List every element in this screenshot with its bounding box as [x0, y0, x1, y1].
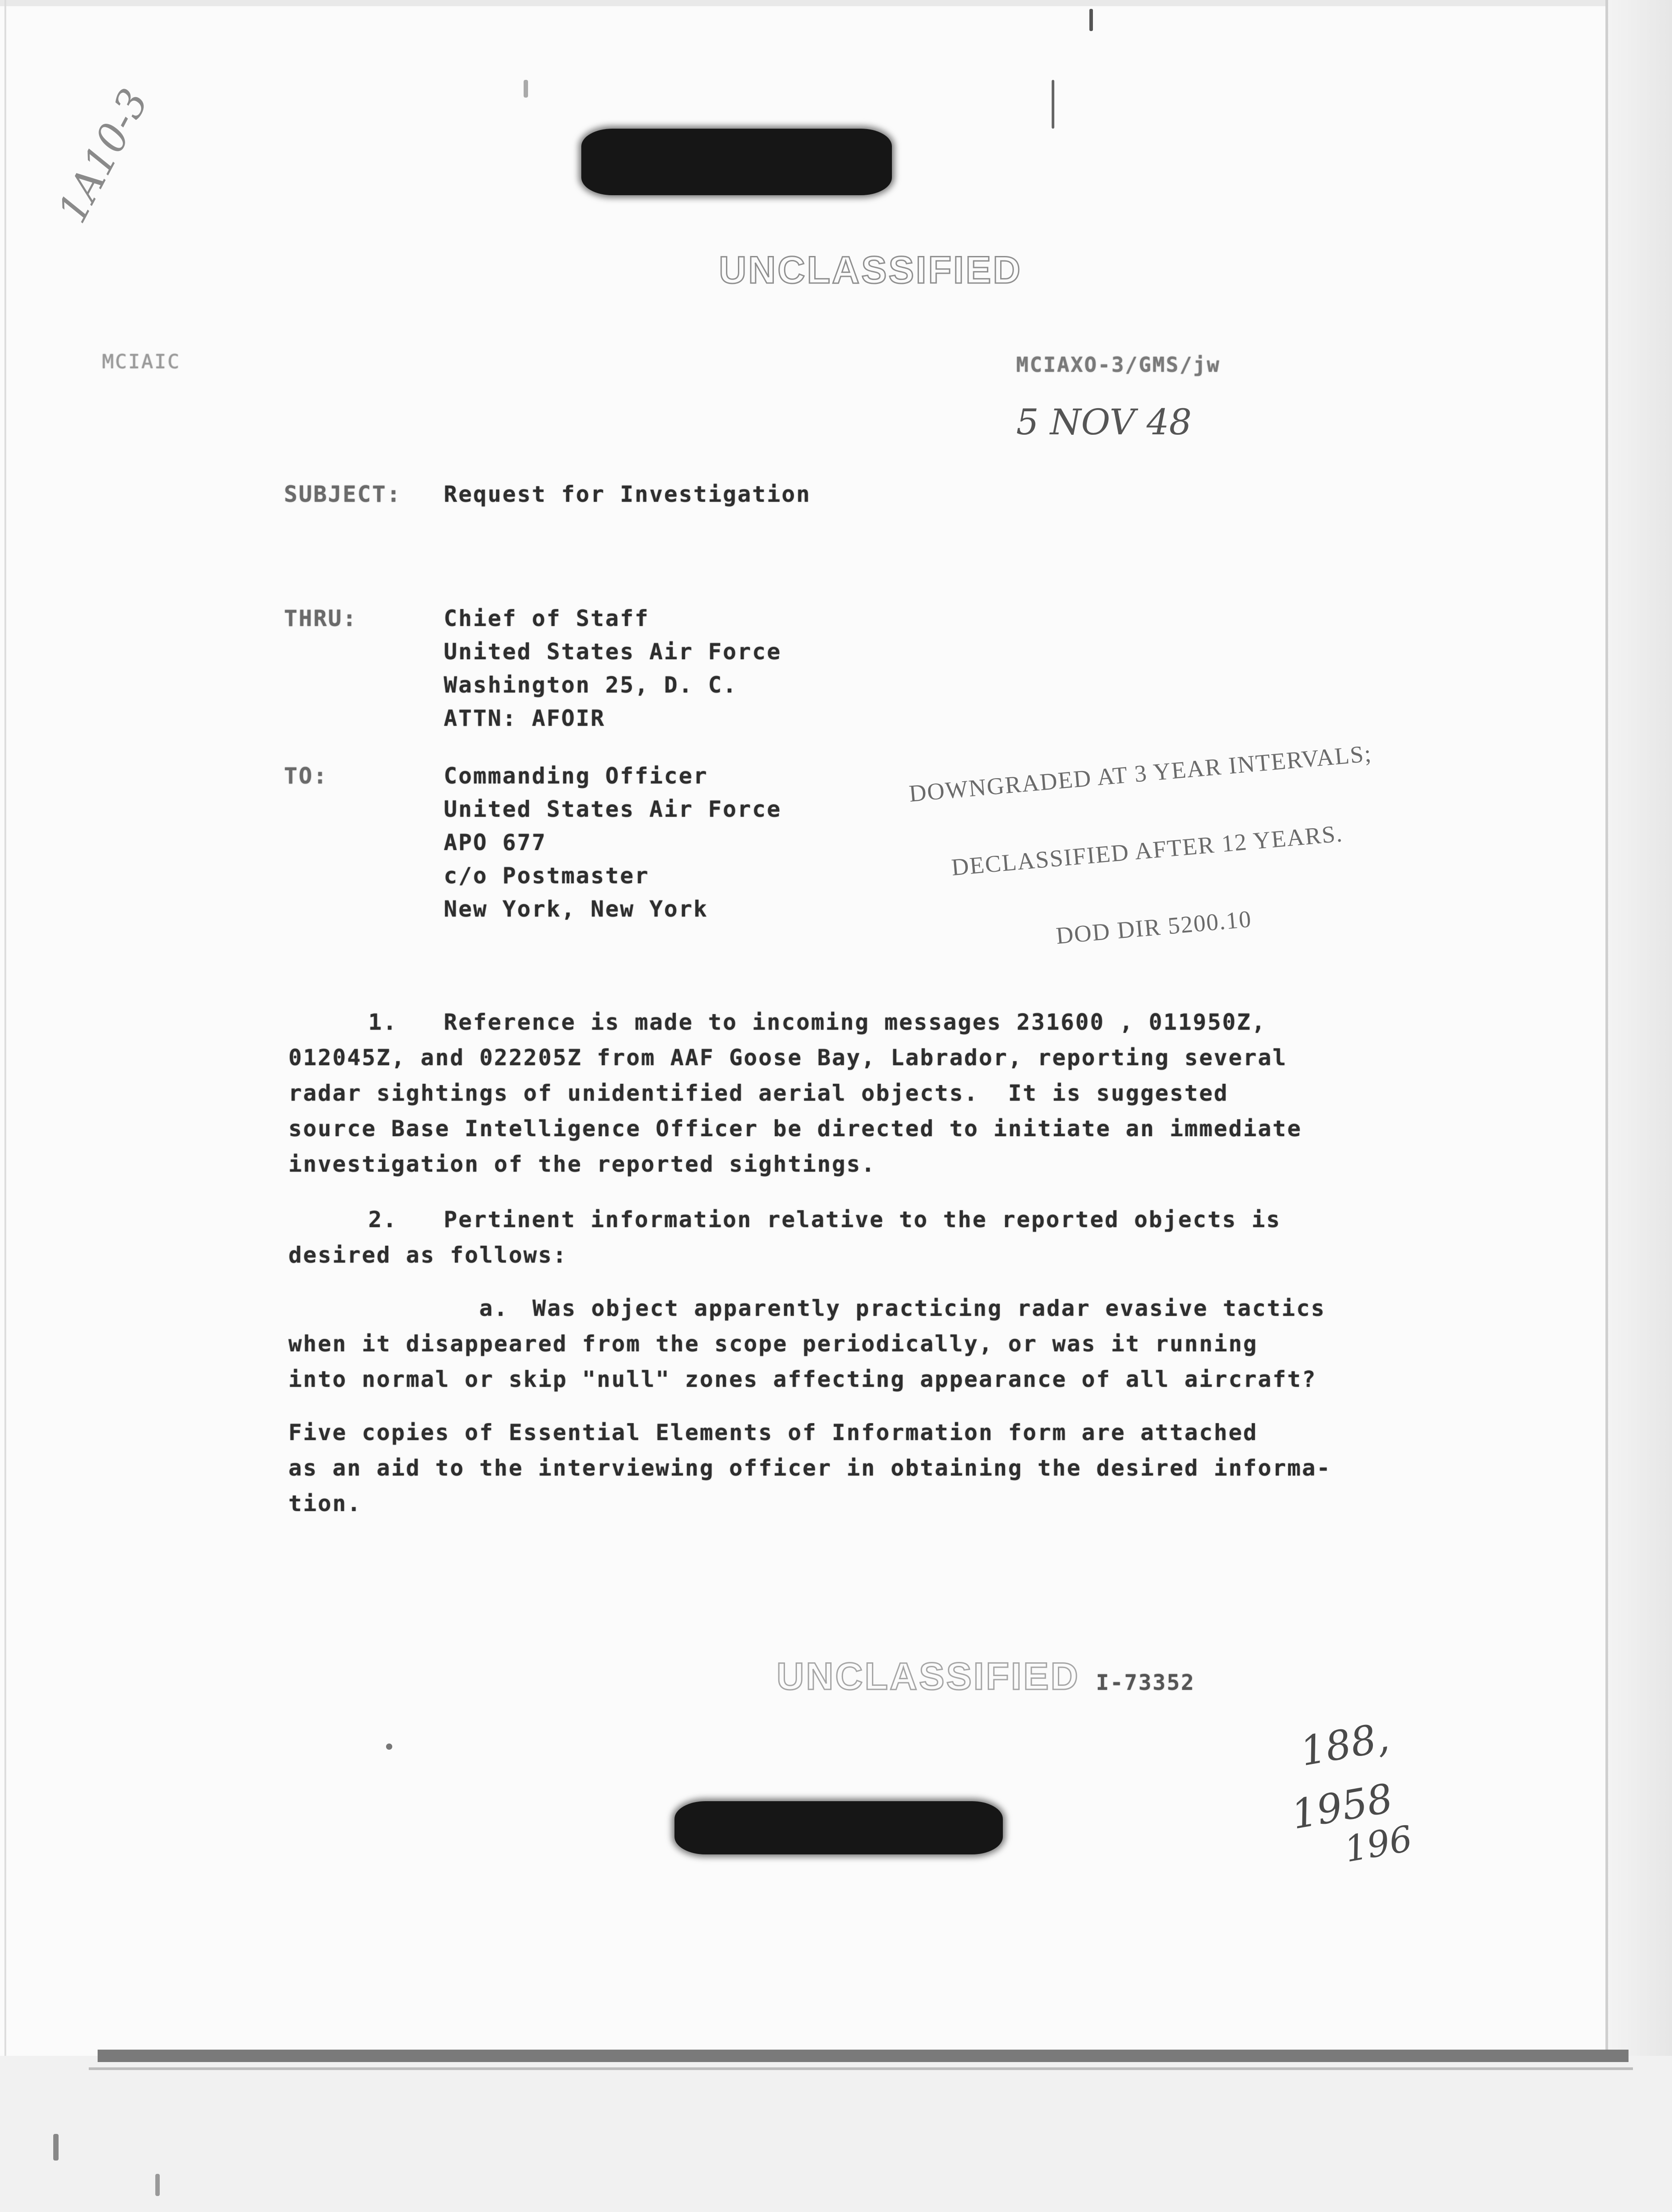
handwritten-number: 188, [1297, 1714, 1392, 1775]
handwritten-date: 5 NOV 48 [1016, 401, 1192, 443]
office-symbol: MCIAIC [102, 350, 181, 373]
top-unclassified-stamp: UNCLASSIFIED [719, 249, 1022, 291]
thru-line: United States Air Force [444, 639, 782, 665]
paragraph-1-line: source Base Intelligence Officer be directed to initiate an immediate [288, 1116, 1302, 1141]
paragraph-1-line: investigation of the reported sightings. [288, 1151, 876, 1177]
subparagraph-a-letter: a. [479, 1295, 509, 1321]
thru-line: Chief of Staff [444, 606, 650, 631]
paragraph-1-line: radar sightings of unidentified aerial objects. It is suggested [288, 1080, 1229, 1106]
scan-bottom-border-thin [89, 2067, 1633, 2070]
to-label: TO: [284, 763, 328, 789]
scan-bottom-border [98, 2050, 1629, 2062]
downgrade-stamp-line: DOD DIR 5200.10 [1055, 905, 1253, 949]
bottom-unclassified-stamp: UNCLASSIFIED [777, 1655, 1080, 1698]
thru-line: ATTN: AFOIR [444, 705, 606, 731]
paragraph-1-line: 012045Z, and 022205Z from AAF Goose Bay, Labrador, reporting several [288, 1045, 1287, 1071]
to-line: c/o Postmaster [444, 863, 650, 889]
thru-label: THRU: [284, 606, 358, 631]
scan-edge-top [0, 0, 1672, 6]
paragraph-1-number: 1. [368, 1009, 398, 1035]
handwritten-number: 1958 [1288, 1775, 1396, 1839]
to-line: New York, New York [444, 896, 708, 922]
scan-speck [524, 80, 528, 98]
bottom-redaction-bar [674, 1801, 1003, 1854]
paragraph-2-number: 2. [368, 1207, 398, 1232]
margin-handwritten-note: 1A10-3 [49, 81, 158, 231]
downgrade-stamp-line: DOWNGRADED AT 3 YEAR INTERVALS; [908, 740, 1373, 807]
scan-edge-right-line [1605, 0, 1608, 2212]
paragraph-3-line: Five copies of Essential Elements of Information form are attached [288, 1420, 1258, 1445]
to-line: APO 677 [444, 830, 547, 855]
thru-line: Washington 25, D. C. [444, 672, 738, 698]
file-reference: MCIAXO-3/GMS/jw [1016, 353, 1221, 377]
scan-speck [386, 1744, 392, 1750]
subparagraph-a-line: when it disappeared from the scope periodically, or was it running [288, 1331, 1258, 1357]
paragraph-2-line: Pertinent information relative to the reported objects is [444, 1207, 1281, 1232]
scan-bottom-band [0, 2056, 1672, 2212]
scan-speck [1052, 80, 1054, 129]
downgrade-stamp-line: DECLASSIFIED AFTER 12 YEARS. [950, 820, 1344, 881]
subject-text: Request for Investigation [444, 481, 811, 507]
subparagraph-a-line: Was object apparently practicing radar evasive tactics [532, 1295, 1326, 1321]
scan-edge-right [1605, 0, 1672, 2212]
handwritten-number: 196 [1341, 1818, 1416, 1870]
paragraph-3-line: as an aid to the interviewing officer in obtaining the desired informa- [288, 1455, 1332, 1481]
paragraph-2-line: desired as follows: [288, 1242, 568, 1268]
scan-speck [53, 2134, 59, 2161]
subparagraph-a-line: into normal or skip "null" zones affecting appearance of all aircraft? [288, 1366, 1317, 1392]
top-redaction-bar [581, 129, 892, 195]
to-line: United States Air Force [444, 796, 782, 822]
scan-speck [1089, 9, 1093, 31]
subject-label: SUBJECT: [284, 481, 402, 507]
scan-edge-left [4, 0, 6, 2212]
downgrade-stamp [825, 682, 1469, 1019]
paragraph-1-line: Reference is made to incoming messages 231600 , 011950Z, [444, 1009, 1266, 1035]
paragraph-3-line: tion. [288, 1491, 362, 1516]
to-line: Commanding Officer [444, 763, 708, 789]
scan-speck [155, 2174, 160, 2196]
document-number: I-73352 [1096, 1670, 1195, 1695]
